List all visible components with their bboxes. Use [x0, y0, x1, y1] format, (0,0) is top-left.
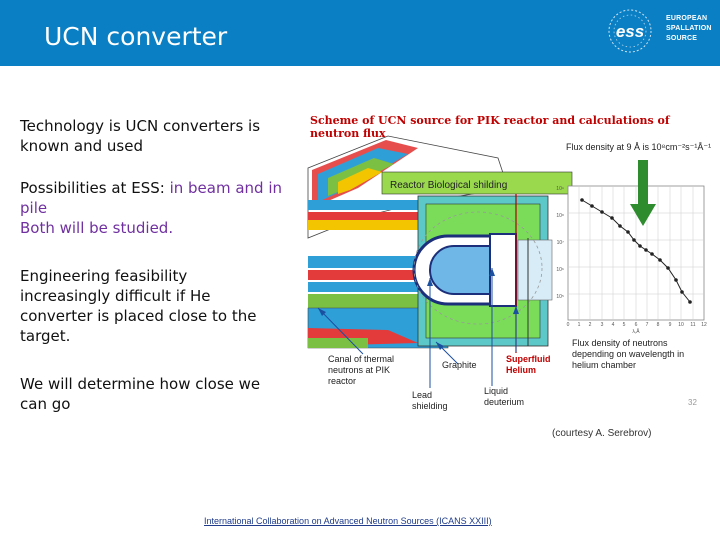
x-tick: 4: [611, 322, 615, 328]
possibilities-prefix: Possibilities at ESS:: [20, 179, 170, 197]
x-tick: 11: [690, 322, 696, 328]
logo-line: EUROPEAN: [666, 15, 708, 22]
flux-density-label: Flux density at 9 Å is 10⁸cm⁻²s⁻¹Å⁻¹: [566, 142, 712, 152]
logo-text: [666, 14, 712, 44]
y-tick: 10⁷: [556, 240, 564, 246]
x-tick: 7: [645, 322, 649, 328]
slide-title: UCN converter: [44, 22, 228, 51]
x-tick: 0: [566, 322, 570, 328]
logo-mark: ess: [615, 22, 645, 41]
superfluid-helium-label: Superfluid Helium: [506, 354, 551, 375]
x-tick: 8: [656, 322, 660, 328]
x-tick: 3: [600, 322, 604, 328]
graphite-label: Graphite: [442, 360, 477, 370]
paragraph-engineering: Engineering feasibility increasingly difficult if He converter is placed close to the target.: [20, 267, 257, 345]
lead-shielding-label: Lead shielding: [412, 390, 448, 411]
x-tick: 12: [701, 322, 707, 328]
y-tick: 10⁶: [556, 267, 564, 273]
x-axis-label: λ,Å: [632, 329, 640, 335]
paragraph-determine: We will determine how close we can go: [20, 375, 261, 413]
footer-link[interactable]: International Collaboration on Advanced Neutron Sources (ICANS XXIII): [204, 516, 492, 526]
x-tick: 2: [588, 322, 592, 328]
canal-label: Canal of thermal neutrons at PIK reactor: [328, 354, 395, 386]
plot-caption: Flux density of neutrons depending on wavelength in helium chamber: [572, 338, 685, 370]
x-tick: 1: [577, 322, 581, 328]
x-tick: 6: [634, 322, 638, 328]
logo-line: SPALLATION: [666, 25, 712, 32]
possibilities-highlight: in beam and in pile: [20, 179, 282, 217]
x-tick: 9: [668, 322, 672, 328]
ess-logo-icon: [602, 6, 666, 58]
paragraph-technology: Technology is UCN converters is known and used: [20, 117, 261, 155]
y-tick: 10⁹: [556, 186, 564, 192]
liquid-deuterium-label: Liquid deuterium: [484, 386, 525, 407]
x-tick: 10: [678, 322, 684, 328]
logo-line: SOURCE: [666, 35, 698, 42]
flux-plot: [556, 160, 707, 335]
flux-arrow-shaft: [638, 160, 648, 206]
shielding-label: Reactor Biological shilding: [390, 180, 508, 191]
paragraph-possibilities: [20, 178, 290, 238]
courtesy-note: (courtesy A. Serebrov): [552, 428, 652, 439]
possibilities-both: Both will be studied.: [20, 219, 174, 237]
y-tick: 10⁸: [556, 213, 564, 219]
figure-title: Scheme of UCN source for PIK reactor and calculations of neutron flux: [310, 114, 670, 140]
y-tick: 10⁵: [556, 294, 564, 300]
figure-page-number: 32: [688, 398, 697, 407]
x-tick: 5: [622, 322, 626, 328]
